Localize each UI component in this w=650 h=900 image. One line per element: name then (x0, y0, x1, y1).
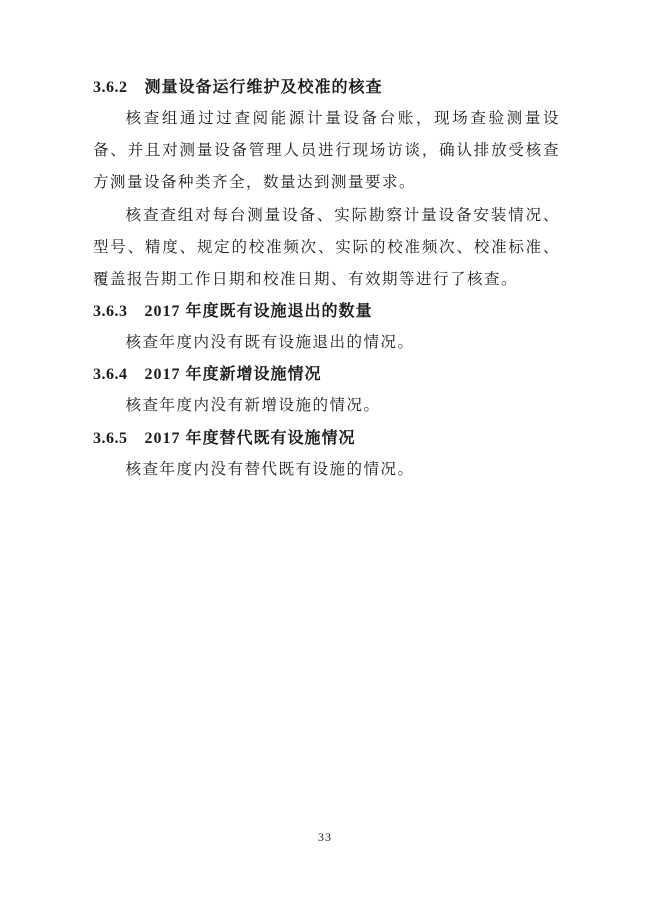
section-3-6-4 (93, 359, 560, 422)
section-title: 2017 年度新增设施情况 (144, 366, 322, 384)
section-3-6-5 (93, 423, 560, 486)
section-title: 2017 年度既有设施退出的数量 (144, 303, 373, 321)
section-3-6-2 (93, 72, 560, 296)
section-title: 2017 年度替代既有设施情况 (144, 429, 356, 447)
section-number: 3.6.2 (93, 79, 128, 96)
section-number: 3.6.5 (93, 429, 128, 447)
section-heading (93, 423, 560, 454)
paragraph: 核查年度内没有新增设施的情况。 (125, 397, 381, 415)
paragraph: 核查年度内没有既有设施退出的情况。 (125, 334, 415, 352)
section-number: 3.6.4 (93, 366, 128, 384)
section-heading (93, 296, 560, 327)
section-3-6-3 (93, 296, 560, 359)
section-title: 测量设备运行维护及校准的核查 (144, 79, 383, 96)
section-number: 3.6.3 (93, 303, 128, 321)
section-heading (93, 72, 560, 103)
page-number: 33 (318, 830, 332, 844)
paragraph: 核查组通过过查阅能源计量设备台账，现场查验测量设备、并且对测量设备管理人员进行现场访谈，确认排放受核查方测量设备种类齐全，数量达到测量要求。 (93, 110, 560, 192)
paragraph: 核查查组对每台测量设备、实际勘察计量设备安装情况、型号、精度、规定的校准频次、实际的校准频次、校准标准、覆盖报告期工作日期和校准日期、有效期等进行了核查。 (93, 206, 560, 289)
paragraph: 核查年度内没有替代既有设施的情况。 (125, 460, 415, 478)
section-heading (93, 359, 560, 390)
